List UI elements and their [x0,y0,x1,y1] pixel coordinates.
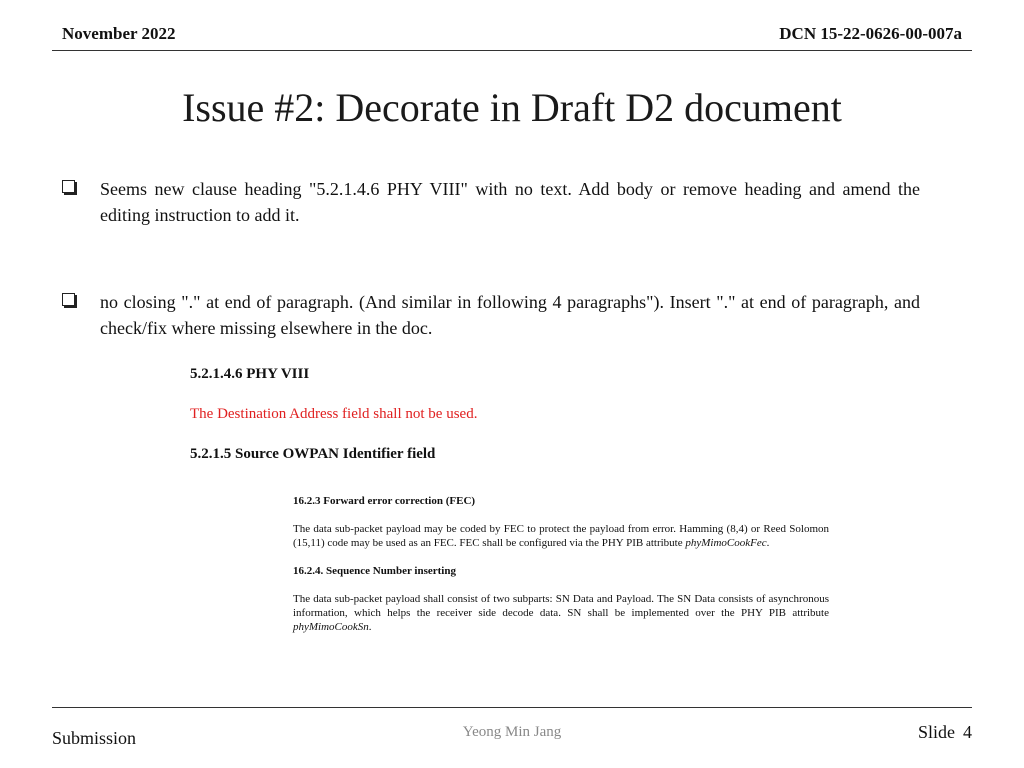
header-dcn: DCN 15-22-0626-00-007a [779,24,962,43]
excerpt-heading-2: 5.2.1.5 Source OWPAN Identifier field [190,446,436,462]
checkbox-bullet-icon [62,180,75,193]
bullet-item [62,289,920,341]
header-date: November 2022 [62,24,176,43]
footer-slide-number [918,722,972,743]
bullet-text: no closing "." at end of paragraph. (And similar in following 4 paragraphs"). Insert "." at end of paragraph, and check/fix where missing elsewhere in the doc. [100,292,920,338]
checkbox-bullet-icon [62,293,75,306]
slide-number: 4 [963,722,972,742]
excerpt-sn-heading: 16.2.4. Sequence Number inserting [293,565,456,577]
footer-author: Yeong Min Jang [462,724,562,740]
slide-title: Issue #2: Decorate in Draft D2 document [182,85,842,130]
draft-excerpt-fec [293,494,829,648]
excerpt-heading: 5.2.1.4.6 PHY VIII [190,366,310,382]
excerpt-fec-end: . [766,537,770,549]
excerpt-fec-attribute: phyMimoCookFec [685,537,767,549]
slide-label: Slide [917,722,955,742]
bottom-divider [52,707,972,708]
excerpt-sn-end: . [368,621,372,633]
excerpt-sn-paragraph [293,592,829,634]
excerpt-fec-paragraph [293,522,829,550]
bullet-item [62,176,920,228]
excerpt-sn-attribute: phyMimoCookSn [293,621,369,633]
excerpt-red-text: The Destination Address field shall not be used. [190,406,478,422]
footer-submission: Submission [52,728,137,748]
excerpt-fec-heading: 16.2.3 Forward error correction (FEC) [293,495,476,507]
bullet-text: Seems new clause heading "5.2.1.4.6 PHY VIII" with no text. Add body or remove heading and amend the editing instruction to add it. [100,179,920,225]
draft-excerpt-clause [190,366,690,462]
top-divider [52,50,972,51]
excerpt-sn-text: The data sub-packet payload shall consist of two subparts: SN Data and Payload. The SN Data consists of asynchronous information, which helps the receiver side decode data. SN shall be implemented over the PHY PIB attribute [293,593,829,619]
excerpt-fec-text: The data sub-packet payload may be coded by FEC to protect the payload from error. Hamming (8,4) or Reed Solomon (15,11) code may be used as an FEC. FEC shall be configured via the PHY PIB attribute [293,523,829,549]
